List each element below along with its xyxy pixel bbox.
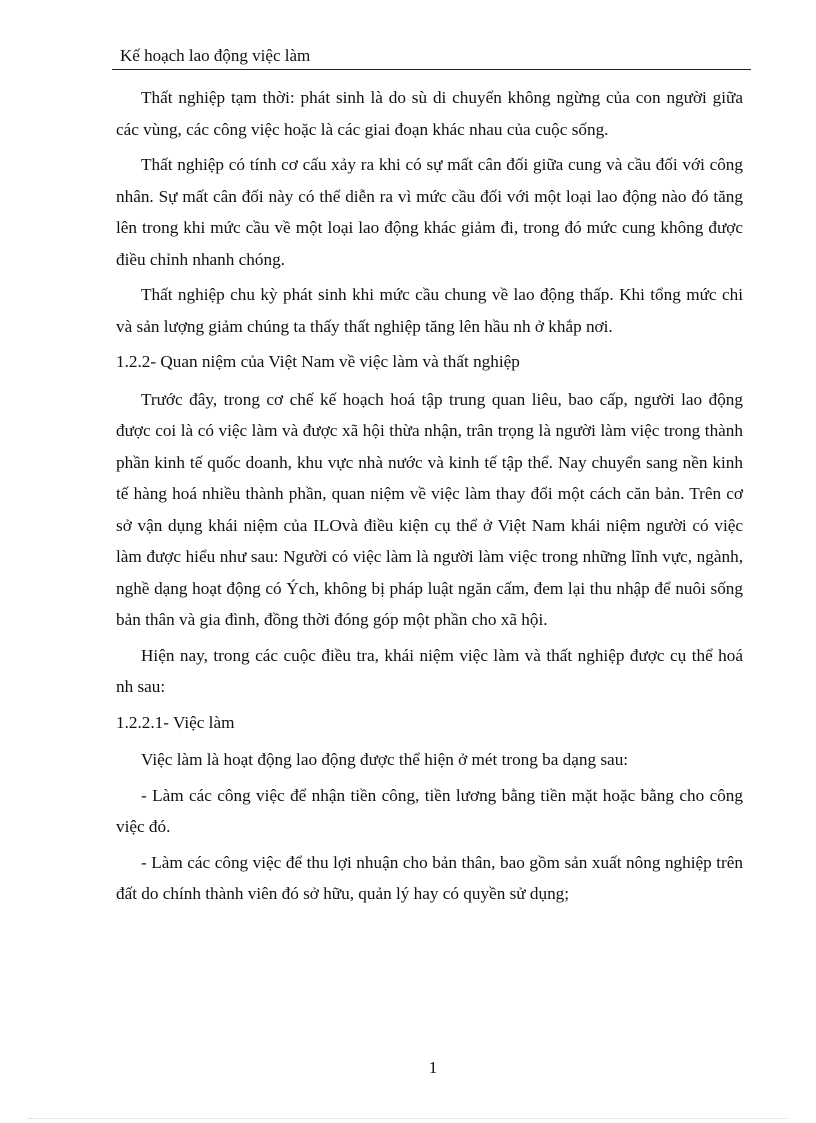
paragraph-cyclical-unemployment: Thất nghiệp chu kỳ phát sinh khi mức cầu chung về lao động thấp. Khi tổng mức chi và sản lượng giảm chúng ta thấy thất nghiệp tăng lên hầu nh ở khắp nơi.	[116, 285, 743, 336]
paragraph-structural-unemployment: Thất nghiệp có tính cơ cấu xảy ra khi có sự mất cân đối giữa cung và cầu đối với công nhân. Sự mất cân đối này có thể diễn ra vì mức cầu đối với một loại lao động nào đó tăng lên trong khi mức cầu về một loại lao động khác giảm đi, trong đó mức cung không được điều chỉnh nhanh chóng.	[116, 155, 743, 269]
list-item-wage-work: - Làm các công việc để nhận tiền công, tiền lương bằng tiền mặt hoặc bằng cho công việc đó.	[116, 785, 743, 836]
paragraph-survey-concept: Hiện nay, trong các cuộc điều tra, khái niệm việc làm và thất nghiệp được cụ thể hoá nh sau:	[116, 645, 743, 696]
paragraph-temporary-unemployment: Thất nghiệp tạm thời: phát sinh là do sù di chuyển không ngừng của con người giữa các vùng, các công việc hoặc là các giai đoạn khác nhau của cuộc sống.	[116, 88, 743, 139]
header-divider	[112, 69, 751, 70]
document-body	[116, 82, 743, 914]
paragraph-vietnam-concept: Trước đây, trong cơ chế kế hoạch hoá tập trung quan liêu, bao cấp, người lao động được coi là có việc làm và được xã hội thừa nhận, trân trọng là người làm việc trong thành phần kinh tế quốc doanh, khu vực nhà nước và kinh tế tập thể. Nay chuyển sang nền kinh tế hàng hoá nhiều thành phần, quan niệm về việc làm thay đổi một cách căn bản. Trên cơ sở vận dụng khái niệm của ILOvà điều kiện cụ thể ở Việt Nam khái niệm người có việc làm được hiểu như sau: Người có việc làm là người làm việc trong những lĩnh vực, ngành, nghề dạng hoạt động có Ých, không bị pháp luật ngăn cấm, đem lại thu nhập để nuôi sống bản thân và gia đình, đồng thời đóng góp một phần cho xã hội.	[116, 389, 743, 629]
list-item-self-employment: - Làm các công việc để thu lợi nhuận cho bản thân, bao gồm sản xuất nông nghiệp trên đất do chính thành viên đó sở hữu, quản lý hay có quyền sử dụng;	[116, 852, 743, 903]
page-number: 1	[428, 1058, 438, 1077]
document-header-title: Kế hoạch lao động việc làm	[120, 46, 311, 65]
section-heading-1-2-2-1: 1.2.2.1- Việc làm	[116, 712, 235, 732]
page-bottom-border	[28, 1118, 788, 1119]
paragraph-employment-forms: Việc làm là hoạt động lao động được thể hiện ở mét trong ba dạng sau:	[141, 750, 629, 769]
section-heading-1-2-2: 1.2.2- Quan niệm của Việt Nam về việc làm và thất nghiệp	[116, 352, 520, 371]
